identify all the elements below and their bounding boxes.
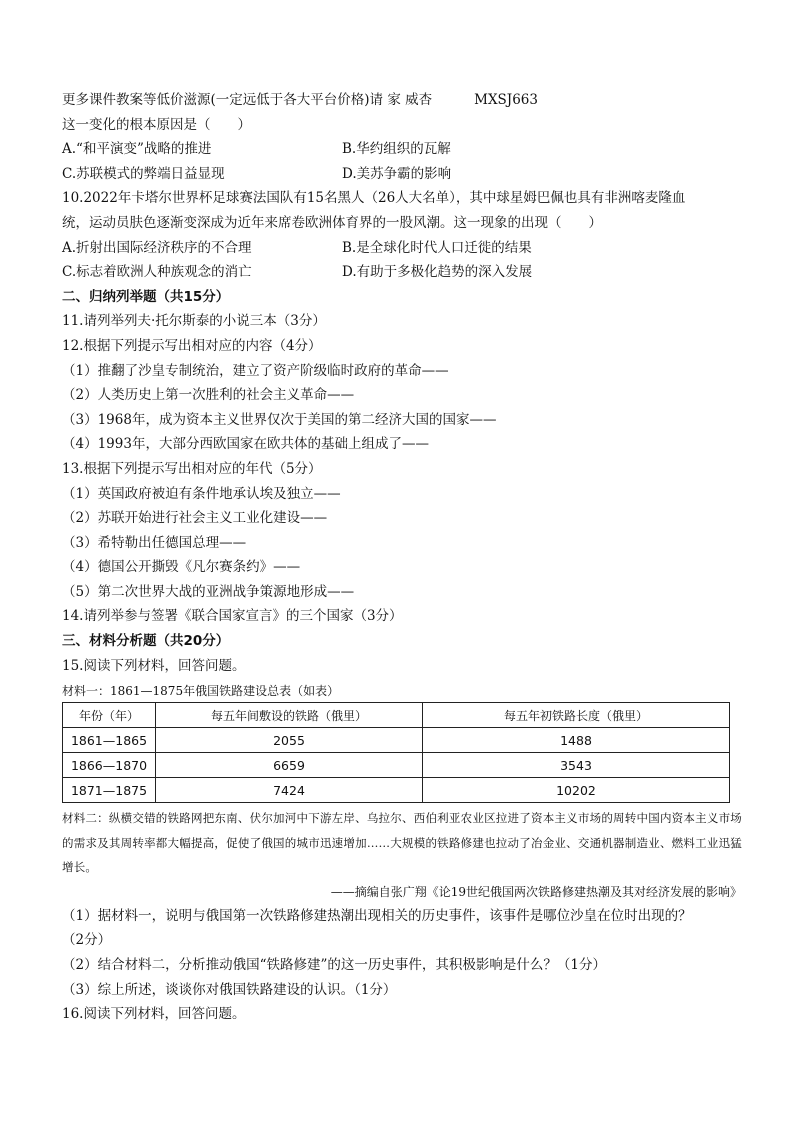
promo-code: MXSJ663: [474, 92, 538, 108]
q9-option-b: B.华约组织的瓦解: [342, 141, 451, 158]
q10-stem-line2: 统，运动员肤色逐渐变深成为近年来席卷欧洲体育界的一股风潮。这一现象的出现（ ）: [62, 214, 602, 231]
table-cell: 6659: [156, 753, 423, 778]
q9-option-c: C.苏联模式的弊端日益显现: [62, 165, 225, 182]
q9-options-row1: [62, 137, 742, 162]
section3-title: 三、材料分析题（共20分）: [62, 633, 230, 650]
q14: 14.请列举参与签署《联合国家宣言》的三个国家（3分）: [62, 608, 403, 625]
q9-option-a: A.“和平演变”战略的推进: [62, 141, 212, 158]
q15-sub2: （2）结合材料二，分析推动俄国“铁路修建”的这一历史事件，其积极影响是什么？（1分）: [62, 956, 606, 973]
q12-item-2: （2）人类历史上第一次胜利的社会主义革命——: [62, 387, 355, 404]
q12-item-1: （1）推翻了沙皇专制统治，建立了资产阶级临时政府的革命——: [62, 362, 449, 379]
q12-stem: 12.根据下列提示写出相对应的内容（4分）: [62, 337, 322, 354]
material2-text: 材料二：纵横交错的铁路网把东南、伏尔加河中下游左岸、乌拉尔、西伯利亚农业区拉进了资本主义市场的周转中国内资本主义市场的需求及其周转率都大幅提高，促使了俄国的城市迅速增加……大规模的铁路修建也拉动了冶金业、交通机器制造业、燃料工业迅猛增长。: [62, 811, 742, 875]
table-row: [63, 778, 730, 803]
railway-table: [62, 702, 730, 803]
q10-options-row2: [62, 260, 742, 285]
table-cell: 1866—1870: [63, 753, 156, 778]
q9-options-row2: [62, 162, 742, 187]
exam-page: [62, 88, 742, 1027]
q13-item-5: （5）第二次世界大战的亚洲战争策源地形成——: [62, 583, 355, 600]
table-header-year: 年份（年）: [63, 703, 156, 728]
table-cell: 3543: [423, 753, 730, 778]
q10-option-c: C.标志着欧洲人种族观念的消亡: [62, 264, 252, 281]
q13-item-2: （2）苏联开始进行社会主义工业化建设——: [62, 510, 328, 527]
q10-option-d: D.有助于多极化趋势的深入发展: [342, 264, 533, 281]
promo-text: 更多课件教案等低价滋源(一定远低于各大平台价格)请 家 威杏: [62, 92, 433, 108]
q15-stem: 15.阅读下列材料，回答问题。: [62, 657, 246, 674]
q16-stem: 16.阅读下列材料，回答问题。: [62, 1006, 246, 1023]
q9-option-d: D.美苏争霸的影响: [342, 165, 452, 182]
section2-title: 二、归纳列举题（共15分）: [62, 288, 230, 305]
table-cell: 7424: [156, 778, 423, 803]
q15-sub1: （1）据材料一，说明与俄国第一次铁路修建热潮出现相关的历史事件，该事件是哪位沙皇在位时出现的？: [62, 907, 692, 924]
header-note: [62, 88, 742, 113]
table-header-row: [63, 703, 730, 728]
q15-sub1-points: （2分）: [62, 932, 112, 949]
table-cell: 1861—1865: [63, 728, 156, 753]
q15-sub3: （3）综上所述，谈谈你对俄国铁路建设的认识。（1分）: [62, 981, 397, 998]
material1-caption: 材料一：1861—1875年俄国铁路建设总表（如表）: [62, 684, 340, 699]
q9-stem: 这一变化的根本原因是（ ）: [62, 116, 251, 133]
table-cell: 1871—1875: [63, 778, 156, 803]
table-header-laid: 每五年间敷设的铁路（俄里）: [156, 703, 423, 728]
q12-item-4: （4）1993年，大部分西欧国家在欧共体的基础上组成了——: [62, 436, 429, 453]
q12-item-3: （3）1968年，成为资本主义世界仅次于美国的第二经济大国的国家——: [62, 411, 497, 428]
q11: 11.请列举列夫·托尔斯泰的小说三本（3分）: [62, 313, 326, 330]
q10-stem-line1: 10.2022年卡塔尔世界杯足球赛法国队有15名黑人（26人大名单），其中球星姆巴佩也具有非洲喀麦隆血: [62, 190, 686, 207]
table-header-length: 每五年初铁路长度（俄里）: [423, 703, 730, 728]
q13-item-3: （3）希特勒出任德国总理——: [62, 534, 247, 551]
q10-option-b: B.是全球化时代人口迁徙的结果: [342, 239, 532, 256]
q10-options-row1: [62, 236, 742, 261]
q13-stem: 13.根据下列提示写出相对应的年代（5分）: [62, 460, 322, 477]
q10-option-a: A.折射出国际经济秩序的不合理: [62, 239, 252, 256]
q13-item-1: （1）英国政府被迫有条件地承认埃及独立——: [62, 485, 341, 502]
table-row: [63, 753, 730, 778]
table-cell: 2055: [156, 728, 423, 753]
table-row: [63, 728, 730, 753]
q13-item-4: （4）德国公开撕毁《凡尔赛条约》——: [62, 559, 301, 576]
table-cell: 10202: [423, 778, 730, 803]
material2-source: ——摘编自张广翔《论19世纪俄国两次铁路修建热潮及其对经济发展的影响》: [330, 884, 742, 899]
table-cell: 1488: [423, 728, 730, 753]
